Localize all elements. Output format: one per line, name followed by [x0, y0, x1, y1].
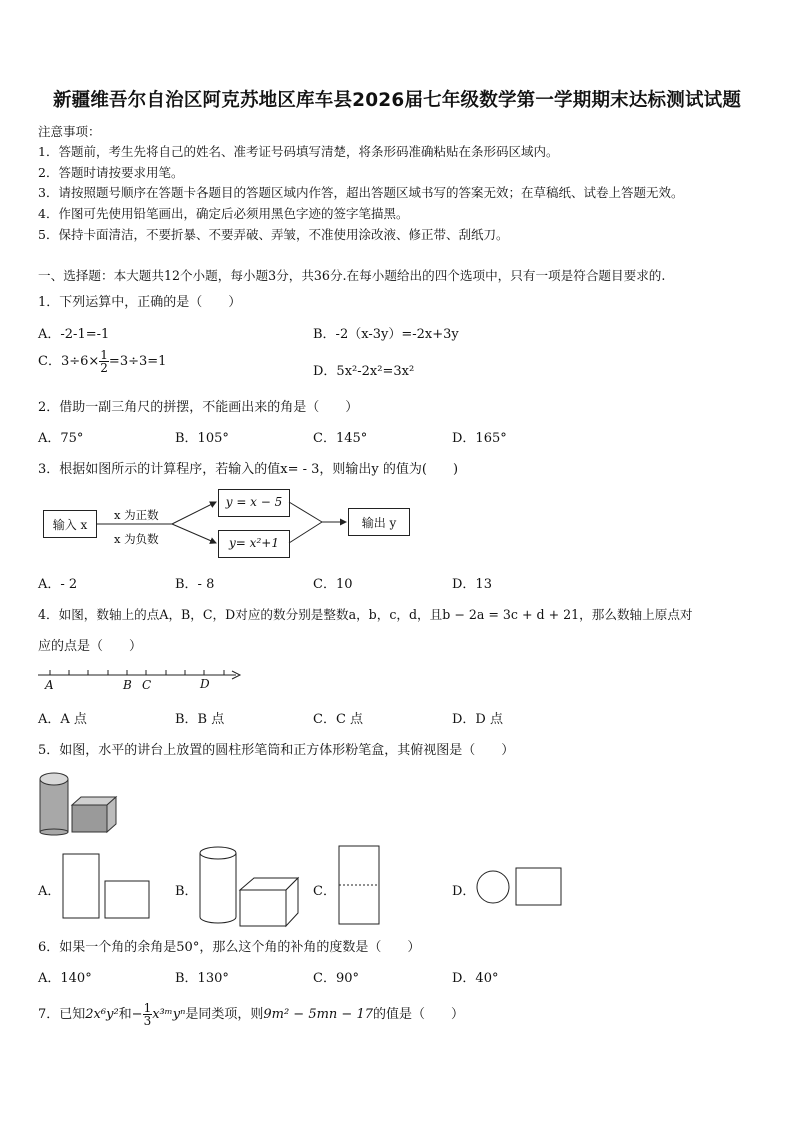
q2-option-d: D．165°	[452, 431, 507, 446]
q5-option-c-label: C．	[313, 884, 336, 899]
q2-option-b: B．105°	[175, 431, 229, 446]
q1-option-a: A．-2-1=-1	[38, 327, 110, 342]
q5-option-c-figure	[336, 843, 384, 928]
question-2-stem: 2．借助一副三角尺的拼摆，不能画出来的角是（ ）	[38, 400, 359, 415]
q6-option-d: D．40°	[452, 971, 499, 986]
question-3-stem: 3．根据如图所示的计算程序，若输入的值x= - 3，则输出y 的值为( )	[38, 462, 459, 477]
flow-branch-negative: x 为负数	[114, 532, 159, 546]
notice-item: 5．保持卡面清洁，不要折暴、不要弄破、弄皱，不准使用涂改液、修正带、刮纸刀。	[38, 227, 509, 242]
question-6-stem: 6．如果一个角的余角是50°，那么这个角的补角的度数是（ ）	[38, 940, 421, 955]
q6-option-a: A．140°	[38, 971, 92, 986]
q1-option-b: B．-2（x-3y）=-2x+3y	[313, 327, 459, 342]
point-a-label: A	[45, 678, 54, 692]
question-4-stem-cont: 应的点是（ ）	[38, 639, 143, 654]
point-d-label: D	[200, 677, 210, 691]
q5-option-a-figure	[60, 852, 155, 922]
notice-item: 1．答题前，考生先将自己的姓名、准考证号码填写清楚，将条形码准确粘贴在条形码区域内。	[38, 144, 559, 159]
flow-output: 输出 y	[361, 516, 397, 530]
q2-option-a: A．75°	[38, 431, 84, 446]
q2-option-c: C．145°	[313, 431, 368, 446]
flow-branch-positive: x 为正数	[114, 508, 159, 522]
q4-option-c: C．C 点	[313, 712, 364, 727]
notice-heading: 注意事项：	[38, 124, 101, 139]
number-line	[36, 664, 246, 694]
question-7-stem: 7．已知2x⁶y²和− $\frac{1}{3}$ x³ᵐyⁿ是同类项，则9m² − 5mn − 17的值是（ ）	[38, 1001, 465, 1028]
q5-option-b-label: B．	[175, 884, 198, 899]
q4-option-b: B．B 点	[175, 712, 225, 727]
question-1-stem: 1．下列运算中，正确的是（ ）	[38, 295, 242, 310]
q6-option-b: B．130°	[175, 971, 229, 986]
q4-option-a: A．A 点	[38, 712, 87, 727]
pen-holder-and-chalk-box-figure	[36, 770, 126, 836]
flow-input: 输入 x	[52, 518, 88, 532]
q3-option-b: B．- 8	[175, 577, 215, 592]
q1-option-d: D．5x²-2x²=3x²	[313, 364, 415, 379]
fraction: $\frac{1}{2}$	[100, 348, 108, 375]
point-b-label: B	[123, 678, 132, 692]
notice-item: 2．答题时请按要求用笔。	[38, 165, 184, 180]
q3-option-c: C．10	[313, 577, 353, 592]
question-5-stem: 5．如图，水平的讲台上放置的圆柱形笔筒和正方体形粉笔盒，其俯视图是（ ）	[38, 743, 515, 758]
fraction: $\frac{1}{3}$	[143, 1001, 152, 1028]
notice-item: 3．请按照题号顺序在答题卡各题目的答题区域内作答，超出答题区域书写的答案无效；在草稿纸、试卷上答题无效。	[38, 185, 684, 200]
q4-option-d: D．D 点	[452, 712, 503, 727]
flow-expr-positive: y = x − 5	[225, 495, 283, 509]
q5-option-d-figure	[475, 864, 567, 910]
q5-option-a-label: A．	[38, 884, 61, 899]
notice-item: 4．作图可先使用铅笔画出，确定后必须用黑色字迹的签字笔描黑。	[38, 206, 409, 221]
q3-option-d: D．13	[452, 577, 492, 592]
q6-option-c: C．90°	[313, 971, 359, 986]
question-4-stem: 4．如图，数轴上的点A，B，C，D对应的数分别是整数a，b，c，d，且b − 2a = 3c + d + 21，那么数轴上原点对	[38, 607, 693, 622]
point-c-label: C	[142, 678, 152, 692]
q1-option-c: C．3÷6× $\frac{1}{2}$ =3÷3=1	[38, 348, 167, 375]
page-title: 新疆维吾尔自治区阿克苏地区库车县2026届七年级数学第一学期期末达标测试试题	[52, 90, 742, 111]
flow-expr-negative: y= x²+1	[229, 536, 279, 550]
section-heading: 一、选择题：本大题共12个小题，每小题3分，共36分.在每小题给出的四个选项中，只有一项是符合题目要求的.	[38, 268, 666, 283]
flow-connectors	[0, 480, 420, 570]
q5-option-b-figure	[198, 845, 303, 930]
q5-option-d-label: D．	[452, 884, 476, 899]
q3-option-a: A．- 2	[38, 577, 78, 592]
